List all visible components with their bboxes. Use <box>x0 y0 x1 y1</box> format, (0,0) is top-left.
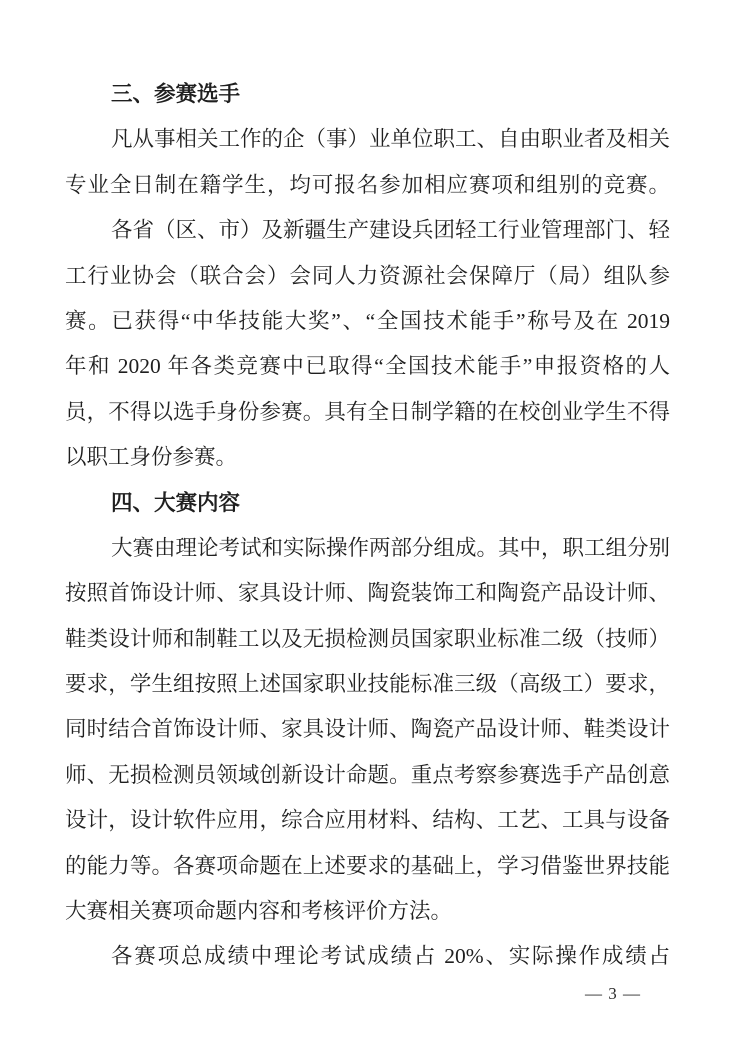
text-line: 设计，设计软件应用，综合应用材料、结构、工艺、工具与设备 <box>65 808 670 833</box>
text-line: 师、无损检测员领域创新设计命题。重点考察参赛选手产品创意 <box>65 762 670 787</box>
text-line: 同时结合首饰设计师、家具设计师、陶瓷产品设计师、鞋类设计 <box>65 717 670 742</box>
text-line: 工行业协会（联合会）会同人力资源社会保障厅（局）组队参 <box>65 263 670 288</box>
text-line: 大赛由理论考试和实际操作两部分组成。其中，职工组分别 <box>111 535 671 560</box>
text-line: 年和 2020 年各类竞赛中已取得“全国技术能手”申报资格的人 <box>65 354 670 379</box>
text-line: 各赛项总成绩中理论考试成绩占 20%、实际操作成绩占 <box>111 944 670 969</box>
text-line: 专业全日制在籍学生，均可报名参加相应赛项和组别的竞赛。 <box>65 172 670 197</box>
text-line: 的能力等。各赛项命题在上述要求的基础上，学习借鉴世界技能 <box>65 853 670 878</box>
page-number: — 3 — <box>585 984 641 1003</box>
text-line: 鞋类设计师和制鞋工以及无损检测员国家职业标准二级（技师） <box>65 626 670 651</box>
text-line: 大赛相关赛项命题内容和考核评价方法。 <box>65 899 453 924</box>
text-line: 各省（区、市）及新疆生产建设兵团轻工行业管理部门、轻 <box>111 218 671 243</box>
text-line: 员，不得以选手身份参赛。具有全日制学籍的在校创业学生不得 <box>65 399 670 424</box>
document-body <box>65 72 670 980</box>
text-line: 赛。已获得“中华技能大奖”、“全国技术能手”称号及在 2019 <box>65 308 670 333</box>
text-line: 按照首饰设计师、家具设计师、陶瓷装饰工和陶瓷产品设计师、 <box>65 581 670 606</box>
section-heading-contest-content: 四、大赛内容 <box>111 490 241 515</box>
text-line: 以职工身份参赛。 <box>65 445 238 470</box>
text-line: 要求，学生组按照上述国家职业技能标准三级（高级工）要求， <box>65 672 670 697</box>
text-line: 凡从事相关工作的企（事）业单位职工、自由职业者及相关 <box>111 127 671 152</box>
section-heading-participants: 三、参赛选手 <box>111 82 241 106</box>
